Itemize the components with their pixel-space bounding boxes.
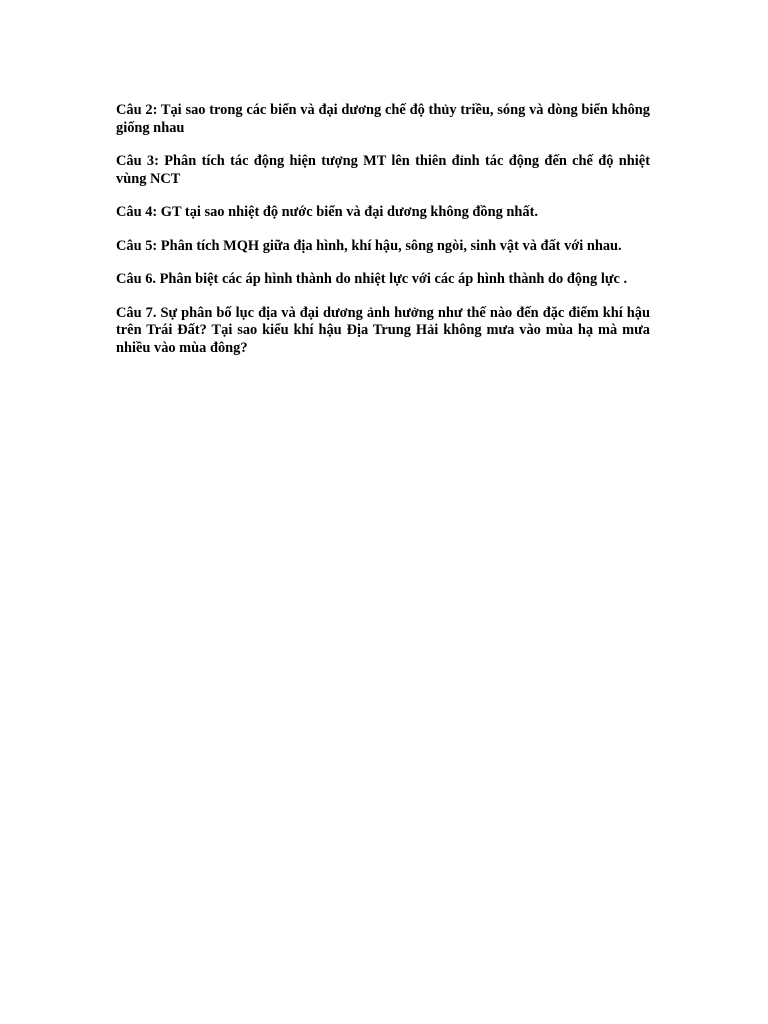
question-list	[116, 102, 650, 373]
question-2: Câu 2: Tại sao trong các biển và đại dương chế độ thủy triều, sóng và dòng biển không giống nhau	[116, 102, 650, 136]
question-5: Câu 5: Phân tích MQH giữa địa hình, khí hậu, sông ngòi, sinh vật và đất với nhau.	[116, 237, 622, 254]
question-4: Câu 4: GT tại sao nhiệt độ nước biển và đại dương không đồng nhất.	[116, 204, 539, 220]
question-6: Câu 6. Phân biệt các áp hình thành do nhiệt lực với các áp hình thành do động lực .	[116, 271, 628, 287]
question-7: Câu 7. Sự phân bố lục địa và đại dương ảnh hưởng như thế nào đến đặc điểm khí hậu trên Trái Đất? Tại sao kiểu khí hậu Địa Trung Hải không mưa vào mùa hạ mà mưa nhiều vào mùa đông?	[116, 304, 650, 356]
question-3: Câu 3: Phân tích tác động hiện tượng MT lên thiên đỉnh tác động đến chế độ nhiệt vùng NCT	[116, 153, 650, 187]
